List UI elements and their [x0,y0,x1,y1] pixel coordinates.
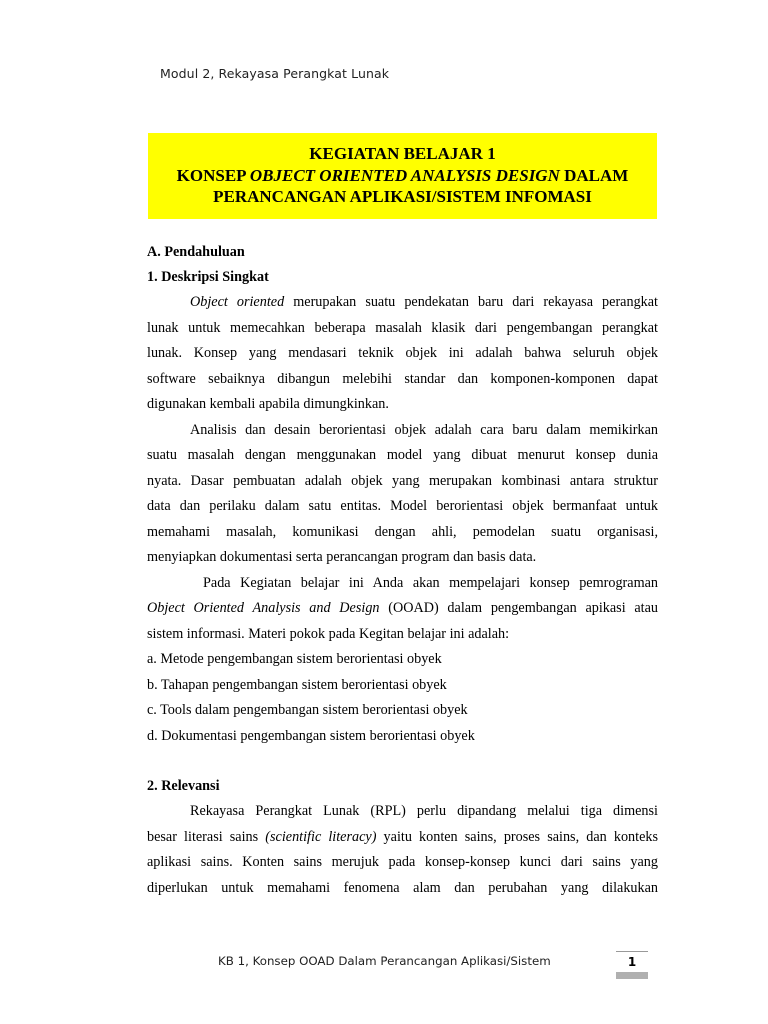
paragraph-line: memahami masalah, komunikasi dengan ahli, pemodelan suatu organisasi, [147,523,658,540]
list-item: b. Tahapan pengembangan sistem berorientasi obyek [147,676,447,693]
paragraph-line: Pada Kegiatan belajar ini Anda akan mempelajari konsep pemrograman [203,574,658,591]
paragraph-line: Object oriented merupakan suatu pendekatan baru dari rekayasa perangkat [190,294,658,310]
title-line-2-prefix: KONSEP [176,165,250,185]
running-header: Modul 2, Rekayasa Perangkat Lunak [160,66,390,81]
italic-term: Object Oriented Analysis and Design [147,600,380,616]
paragraph-line: Rekayasa Perangkat Lunak (RPL) perlu dipandang melalui tiga dimensi [190,803,658,819]
paragraph-line: digunakan kembali apabila dimungkinkan. [147,396,389,412]
list-item: c. Tools dalam pengembangan sistem berorientasi obyek [147,702,468,718]
paragraph-line: lunak untuk memecahkan beberapa masalah klasik dari pengembangan perangkat [147,319,658,336]
paragraph-4 [147,799,658,901]
title-line-1: KEGIATAN BELAJAR 1 [309,144,496,163]
italic-term: (scientific literacy) [265,828,377,845]
topic-list [147,647,658,749]
paragraph-line: lunak. Konsep yang mendasari teknik objek ini adalah bahwa seluruh objek [147,345,658,361]
section-heading-a: A. Pendahuluan [147,244,245,260]
paragraph-line: suatu masalah dengan menggunakan model yang dibuat menurut konsep dunia [147,447,658,463]
paragraph-line: aplikasi sains. Konten sains merujuk pada konsep-konsep kunci dari sains yang [147,854,658,870]
title-line-2-italic: OBJECT ORIENTED ANALYSIS DESIGN [249,165,560,185]
subsection-heading-1: 1. Deskripsi Singkat [147,269,269,285]
paragraph-line: menyiapkan dokumentasi serta perancangan program dan basis data. [147,549,537,565]
italic-term: Object oriented [190,294,285,310]
running-footer: KB 1, Konsep OOAD Dalam Perancangan Aplikasi/Sistem [218,954,551,968]
title-line-3: PERANCANGAN APLIKASI/SISTEM INFOMASI [213,187,592,206]
title-box [148,133,657,219]
paragraph-line: software sebaiknya dibangun melebihi standar dan komponen-komponen dapat [147,370,658,387]
paragraph-3 [147,571,658,648]
page-number: 1 [616,951,648,980]
paragraph-line: data dan perilaku dalam satu entitas. Model berorientasi objek bermanfaat untuk [147,498,658,514]
title-line-2-suffix: DALAM [559,165,629,185]
page-number-bar [616,972,648,979]
paragraph-line: Object Oriented Analysis and Design (OOAD) dalam pengembangan apikasi atau [147,600,659,616]
paragraph-1 [147,290,658,418]
paragraph-line: nyata. Dasar pembuatan adalah objek yang merupakan kombinasi antara struktur [147,472,658,489]
subsection-heading-2: 2. Relevansi [147,778,220,794]
paragraph-2 [147,418,658,571]
paragraph-line: besar literasi sains (scientific literacy) yaitu konten sains, proses sains, dan konteks [147,828,658,845]
title-line-2 [148,165,657,187]
paragraph-line: Analisis dan desain berorientasi objek adalah cara baru dalam memikirkan [190,421,658,438]
main-content [147,240,658,901]
list-item: d. Dokumentasi pengembangan sistem berorientasi obyek [147,727,475,744]
paragraph-line: diperlukan untuk memahami fenomena alam dan perubahan yang dilakukan [147,879,658,896]
list-item: a. Metode pengembangan sistem berorientasi obyek [147,651,442,667]
paragraph-line: sistem informasi. Materi pokok pada Kegitan belajar ini adalah: [147,625,510,642]
spacer [147,749,658,774]
